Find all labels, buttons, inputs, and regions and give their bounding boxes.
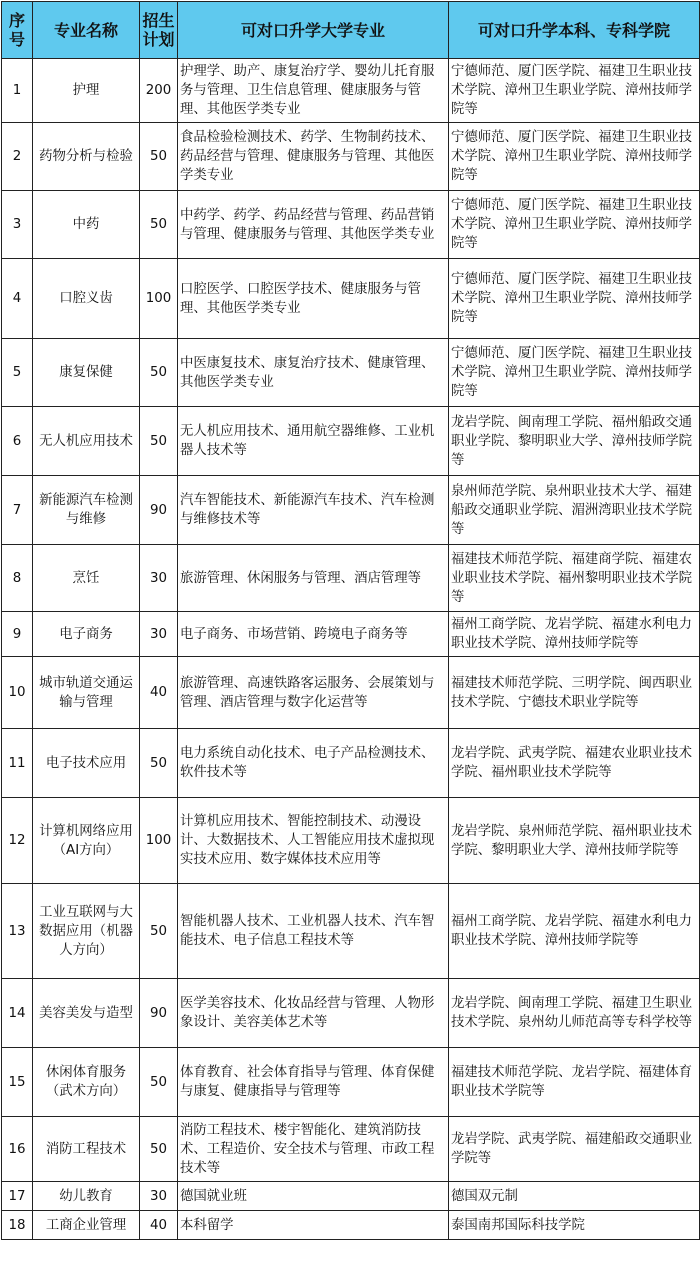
table-row [2,1048,700,1117]
major-name: 幼儿教育 [33,1182,140,1211]
major-name: 无人机应用技术 [33,407,140,476]
target-schools: 宁德师范、厦门医学院、福建卫生职业技术学院、漳州卫生职业学院、漳州技师学院等 [449,191,700,259]
major-name: 城市轨道交通运输与管理 [33,657,140,729]
row-number: 8 [2,545,33,612]
table-row [2,339,700,407]
enrollment-table [1,1,700,1240]
row-number: 17 [2,1182,33,1211]
target-schools: 宁德师范、厦门医学院、福建卫生职业技术学院、漳州卫生职业学院、漳州技师学院等 [449,59,700,123]
university-majors: 旅游管理、休闲服务与管理、酒店管理等 [178,545,449,612]
table-row [2,407,700,476]
university-majors: 智能机器人技术、工业机器人技术、汽车智能技术、电子信息工程技术等 [178,884,449,979]
row-number: 4 [2,259,33,339]
table-row [2,729,700,798]
enrollment-plan: 30 [140,612,178,657]
enrollment-plan: 30 [140,1182,178,1211]
table-row [2,1117,700,1182]
table-row [2,798,700,884]
table-row [2,884,700,979]
table-row [2,123,700,191]
row-number: 10 [2,657,33,729]
row-number: 7 [2,476,33,545]
university-majors: 电力系统自动化技术、电子产品检测技术、软件技术等 [178,729,449,798]
header-university-majors: 可对口升学大学专业 [178,2,449,59]
target-schools: 福建技术师范学院、三明学院、闽西职业技术学院、宁德技术职业学院等 [449,657,700,729]
target-schools: 泉州师范学院、泉州职业技术大学、福建船政交通职业学院、湄洲湾职业技术学院等 [449,476,700,545]
table-row [2,1182,700,1211]
header-schools: 可对口升学本科、专科学院 [449,2,700,59]
university-majors: 电子商务、市场营销、跨境电子商务等 [178,612,449,657]
university-majors: 口腔医学、口腔医学技术、健康服务与管理、其他医学类专业 [178,259,449,339]
target-schools: 龙岩学院、闽南理工学院、福建卫生职业技术学院、泉州幼儿师范高等专科学校等 [449,979,700,1048]
table-row [2,191,700,259]
header-no: 序号 [2,2,33,59]
table-row [2,545,700,612]
enrollment-plan: 90 [140,979,178,1048]
target-schools: 德国双元制 [449,1182,700,1211]
target-schools: 龙岩学院、闽南理工学院、福州船政交通职业学院、黎明职业大学、漳州技师学院等 [449,407,700,476]
target-schools: 龙岩学院、武夷学院、福建农业职业技术学院、福州职业技术学院等 [449,729,700,798]
university-majors: 中医康复技术、康复治疗技术、健康管理、其他医学类专业 [178,339,449,407]
university-majors: 消防工程技术、楼宇智能化、建筑消防技术、工程造价、安全技术与管理、市政工程技术等 [178,1117,449,1182]
header-major-name: 专业名称 [33,2,140,59]
target-schools: 宁德师范、厦门医学院、福建卫生职业技术学院、漳州卫生职业学院、漳州技师学院等 [449,123,700,191]
enrollment-plan: 50 [140,407,178,476]
enrollment-plan: 30 [140,545,178,612]
major-name: 新能源汽车检测与维修 [33,476,140,545]
table-row [2,59,700,123]
header-row [2,2,700,59]
enrollment-plan: 40 [140,657,178,729]
enrollment-plan: 50 [140,884,178,979]
table-row [2,612,700,657]
row-number: 16 [2,1117,33,1182]
university-majors: 体育教育、社会体育指导与管理、体育保健与康复、健康指导与管理等 [178,1048,449,1117]
table-row [2,979,700,1048]
row-number: 9 [2,612,33,657]
row-number: 11 [2,729,33,798]
row-number: 3 [2,191,33,259]
enrollment-plan: 50 [140,339,178,407]
row-number: 2 [2,123,33,191]
enrollment-plan: 50 [140,1048,178,1117]
university-majors: 无人机应用技术、通用航空器维修、工业机器人技术等 [178,407,449,476]
row-number: 15 [2,1048,33,1117]
enrollment-plan: 50 [140,191,178,259]
enrollment-plan: 100 [140,798,178,884]
enrollment-plan: 40 [140,1211,178,1240]
major-name: 烹饪 [33,545,140,612]
enrollment-plan: 50 [140,1117,178,1182]
university-majors: 计算机应用技术、智能控制技术、动漫设计、大数据技术、人工智能应用技术虚拟现实技术应用、数字媒体技术应用等 [178,798,449,884]
table-row [2,259,700,339]
enrollment-plan: 100 [140,259,178,339]
table-row [2,657,700,729]
target-schools: 福州工商学院、龙岩学院、福建水利电力职业技术学院、漳州技师学院等 [449,612,700,657]
row-number: 14 [2,979,33,1048]
major-name: 康复保健 [33,339,140,407]
major-name: 休闲体育服务（武术方向） [33,1048,140,1117]
target-schools: 龙岩学院、武夷学院、福建船政交通职业学院等 [449,1117,700,1182]
row-number: 13 [2,884,33,979]
university-majors: 旅游管理、高速铁路客运服务、会展策划与管理、酒店管理与数字化运营等 [178,657,449,729]
major-name: 消防工程技术 [33,1117,140,1182]
major-name: 电子商务 [33,612,140,657]
major-name: 电子技术应用 [33,729,140,798]
university-majors: 食品检验检测技术、药学、生物制药技术、药品经营与管理、健康服务与管理、其他医学类专业 [178,123,449,191]
major-name: 护理 [33,59,140,123]
major-name: 美容美发与造型 [33,979,140,1048]
university-majors: 汽车智能技术、新能源汽车技术、汽车检测与维修技术等 [178,476,449,545]
enrollment-plan: 50 [140,123,178,191]
row-number: 6 [2,407,33,476]
enrollment-plan: 90 [140,476,178,545]
university-majors: 医学美容技术、化妆品经营与管理、人物形象设计、美容美体艺术等 [178,979,449,1048]
university-majors: 本科留学 [178,1211,449,1240]
target-schools: 龙岩学院、泉州师范学院、福州职业技术学院、黎明职业大学、漳州技师学院等 [449,798,700,884]
major-name: 中药 [33,191,140,259]
target-schools: 福州工商学院、龙岩学院、福建水利电力职业技术学院、漳州技师学院等 [449,884,700,979]
row-number: 18 [2,1211,33,1240]
row-number: 5 [2,339,33,407]
table-row [2,1211,700,1240]
row-number: 1 [2,59,33,123]
target-schools: 泰国南邦国际科技学院 [449,1211,700,1240]
row-number: 12 [2,798,33,884]
major-name: 口腔义齿 [33,259,140,339]
target-schools: 宁德师范、厦门医学院、福建卫生职业技术学院、漳州卫生职业学院、漳州技师学院等 [449,259,700,339]
university-majors: 中药学、药学、药品经营与管理、药品营销与管理、健康服务与管理、其他医学类专业 [178,191,449,259]
target-schools: 福建技术师范学院、福建商学院、福建农业职业技术学院、福州黎明职业技术学院等 [449,545,700,612]
target-schools: 宁德师范、厦门医学院、福建卫生职业技术学院、漳州卫生职业学院、漳州技师学院等 [449,339,700,407]
major-name: 工商企业管理 [33,1211,140,1240]
enrollment-plan: 50 [140,729,178,798]
enrollment-plan: 200 [140,59,178,123]
major-name: 工业互联网与大数据应用（机器人方向） [33,884,140,979]
target-schools: 福建技术师范学院、龙岩学院、福建体育职业技术学院等 [449,1048,700,1117]
university-majors: 德国就业班 [178,1182,449,1211]
major-name: 计算机网络应用（AI方向） [33,798,140,884]
header-plan: 招生计划 [140,2,178,59]
university-majors: 护理学、助产、康复治疗学、婴幼儿托育服务与管理、卫生信息管理、健康服务与管理、其他医学类专业 [178,59,449,123]
table-row [2,476,700,545]
major-name: 药物分析与检验 [33,123,140,191]
